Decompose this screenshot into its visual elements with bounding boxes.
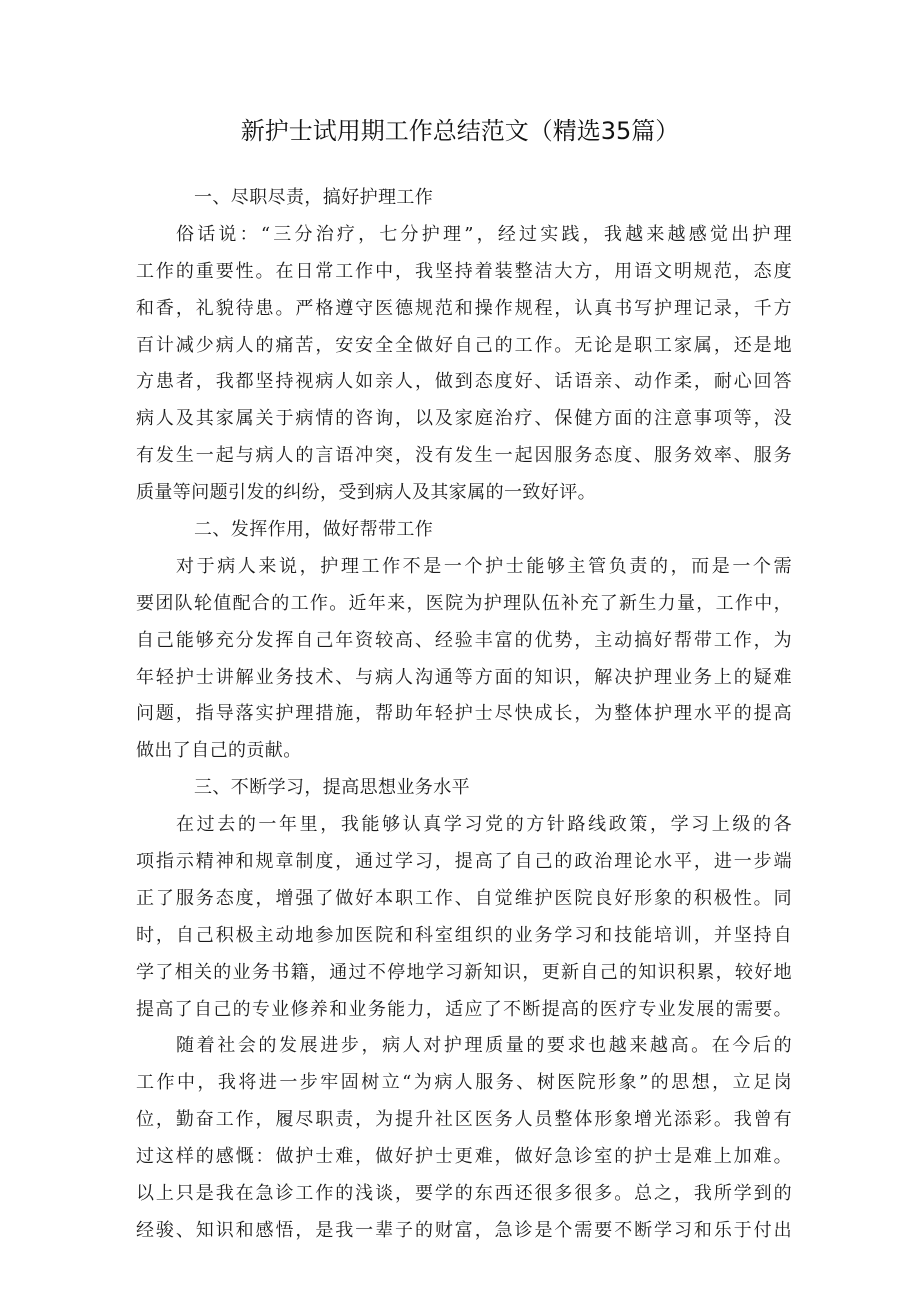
body-text-line: 正了服务态度，增强了做好本职工作、自觉维护医院良好形象的积极性。同 xyxy=(136,887,792,909)
body-text-line: 要团队轮值配合的工作。近年来，医院为护理队伍补充了新生力量，工作中， xyxy=(136,592,792,614)
body-text-line: 方患者，我都坚持视病人如亲人，做到态度好、话语亲、动作柔，耐心回答 xyxy=(136,371,792,393)
document-title: 新护士试用期工作总结范文（精选35篇） xyxy=(240,117,680,145)
body-text-line: 在过去的一年里，我能够认真学习党的方针路线政策，学习上级的各 xyxy=(176,814,792,836)
body-text-line: 过这样的感慨：做护士难，做好护士更难，做好急诊室的护士是难上加难。 xyxy=(136,1146,792,1168)
body-text-line: 随着社会的发展进步，病人对护理质量的要求也越来越高。在今后的 xyxy=(176,1035,792,1057)
body-text-line: 年轻护士讲解业务技术、与病人沟通等方面的知识，解决护理业务上的疑难 xyxy=(136,666,792,688)
body-text-line: 问题，指导落实护理措施，帮助年轻护士尽快成长，为整体护理水平的提高 xyxy=(136,703,792,725)
section-heading: 三、不断学习，提高思想业务水平 xyxy=(194,777,470,799)
body-text-line: 和香，礼貌待患。严格遵守医德规范和操作规程，认真书写护理记录，千方 xyxy=(136,297,792,319)
body-text-line: 时，自己积极主动地参加医院和科室组织的业务学习和技能培训，并坚持自 xyxy=(136,924,792,946)
body-text-line: 质量等问题引发的纠纷，受到病人及其家属的一致好评。 xyxy=(136,482,596,504)
body-text-line: 位，勤奋工作，履尽职责，为提升社区医务人员整体形象增光添彩。我曾有 xyxy=(136,1109,792,1131)
body-text-line: 经骏、知识和感悟，是我一辈子的财富，急诊是个需要不断学习和乐于付出 xyxy=(136,1219,792,1241)
document-body xyxy=(136,180,792,1250)
section-heading: 一、尽职尽责，搞好护理工作 xyxy=(194,187,434,208)
section-heading: 二、发挥作用，做好帮带工作 xyxy=(194,519,434,541)
body-text-line: 百计减少病人的痛苦，安安全全做好自己的工作。无论是职工家属，还是地 xyxy=(136,334,792,356)
body-text-line: 俗话说：“三分治疗，七分护理”，经过实践，我越来越感觉出护理 xyxy=(176,223,792,245)
body-text-line: 项指示精神和规章制度，通过学习，提高了自己的政治理论水平，进一步端 xyxy=(136,851,792,873)
body-text-line: 对于病人来说，护理工作不是一个护士能够主管负责的，而是一个需 xyxy=(176,555,792,577)
body-text-line: 以上只是我在急诊工作的浅谈，要学的东西还很多很多。总之，我所学到的 xyxy=(136,1183,792,1205)
body-text-line: 自己能够充分发挥自己年资较高、经验丰富的优势，主动搞好帮带工作，为 xyxy=(136,629,792,651)
body-text-line: 工作的重要性。在日常工作中，我坚持着装整洁大方，用语文明规范，态度 xyxy=(136,260,792,282)
body-text-line: 病人及其家属关于病情的咨询，以及家庭治疗、保健方面的注意事项等，没 xyxy=(136,408,792,430)
body-text-line: 做出了自己的贡献。 xyxy=(136,740,302,762)
body-text-line: 提高了自己的专业修养和业务能力，适应了不断提高的医疗专业发展的需要。 xyxy=(136,998,792,1020)
body-text-line: 工作中，我将进一步牢固树立“为病人服务、树医院形象”的思想，立足岗 xyxy=(136,1072,792,1094)
body-text-line: 学了相关的业务书籍，通过不停地学习新知识，更新自己的知识积累，较好地 xyxy=(136,961,792,983)
body-text-line: 有发生一起与病人的言语冲突，没有发生一起因服务态度、服务效率、服务 xyxy=(136,445,792,467)
